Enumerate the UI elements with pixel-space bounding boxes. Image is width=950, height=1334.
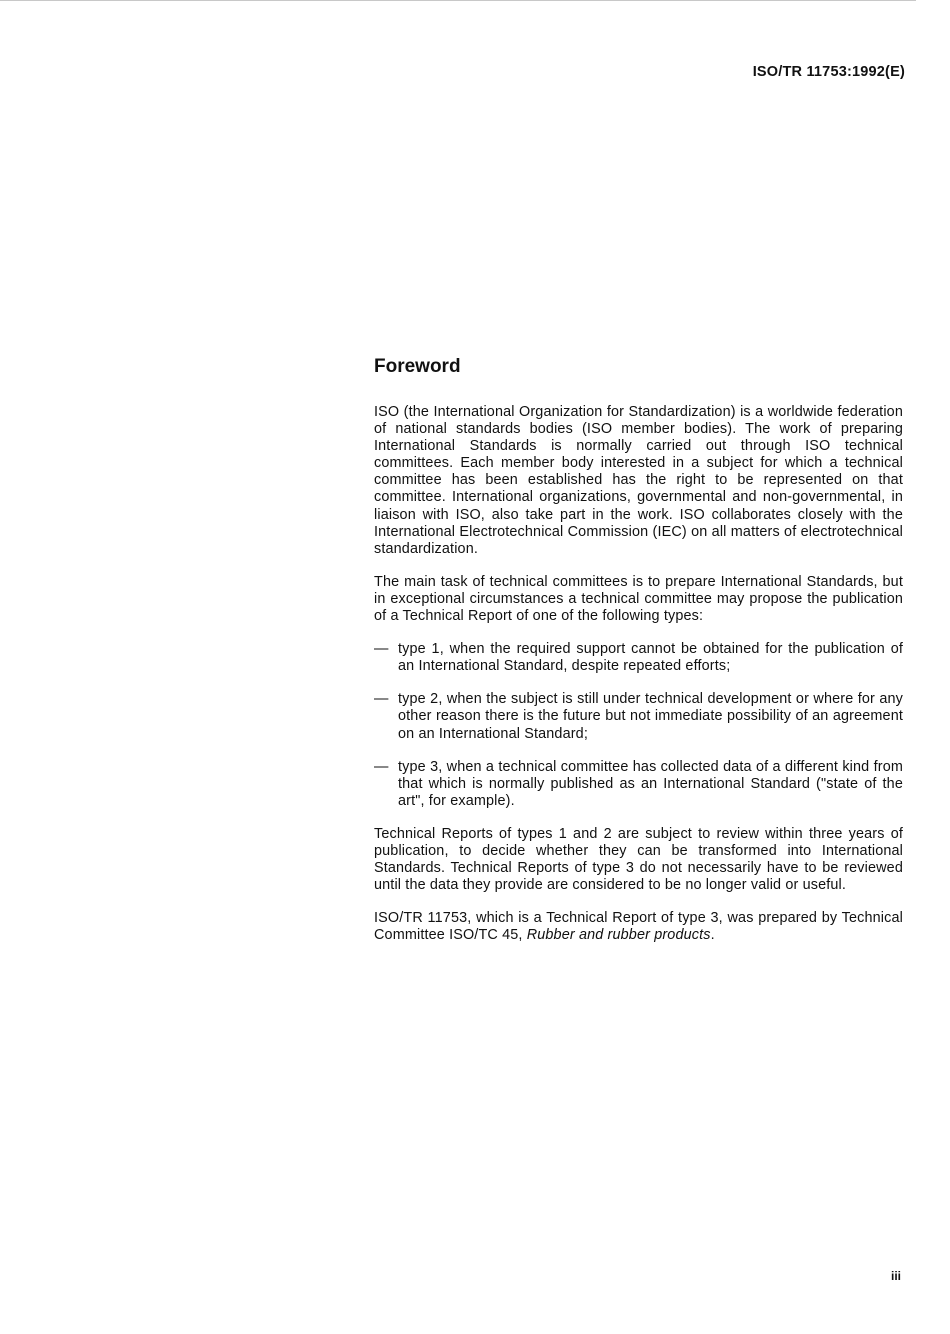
paragraph-review: Technical Reports of types 1 and 2 are subject to review within three years of publication, to decide whether they can be transformed into International Standards. Technical Reports of type 3 do not necessarily have to be reviewed until the data they provide are considered to be no longer valid or useful.: [374, 825, 903, 894]
list-item: [374, 759, 903, 810]
preparation-text: ISO/TR 11753, which is a Technical Report of type 3, was prepared by Technical Committee ISO/TC 45,: [374, 910, 903, 944]
dash-bullet: —: [374, 641, 389, 658]
paragraph-main-task: The main task of technical committees is to prepare International Standards, but in exceptional circumstances a technical committee may propose the publication of a Technical Report of one of the following types:: [374, 573, 903, 625]
list-item: [374, 641, 903, 675]
page-number: iii: [890, 1269, 901, 1283]
preparation-end: .: [710, 927, 715, 944]
foreword-heading: Foreword: [374, 356, 461, 377]
dash-bullet: —: [374, 691, 389, 708]
dash-bullet: —: [374, 758, 389, 775]
foreword-body: [374, 404, 903, 960]
list-item: [374, 691, 903, 742]
committee-title: Rubber and rubber products: [526, 927, 711, 944]
report-types-list: [374, 641, 903, 810]
list-item-text: type 2, when the subject is still under technical development or where for any other reason there is the future but not immediate possibility of an agreement on an International Standard;: [398, 691, 903, 742]
page-top-rule: [0, 0, 916, 1]
document-identifier: ISO/TR 11753:1992(E): [752, 64, 905, 80]
list-item-text: type 3, when a technical committee has collected data of a different kind from that which is normally published as an International Standard ("state of the art", for example).: [398, 758, 903, 809]
paragraph-preparation: [374, 910, 903, 944]
list-item-text: type 1, when the required support cannot be obtained for the publication of an International Standard, despite repeated efforts;: [398, 641, 903, 675]
paragraph-iso-intro: ISO (the International Organization for Standardization) is a worldwide federation of national standards bodies (ISO member bodies). The work of preparing International Standards is normally carried out through ISO technical committees. Each member body interested in a subject for which a technical committee has been established has the right to be represented on that committee. International organizations, governmental and non-governmental, in liaison with ISO, also take part in the work. ISO collaborates closely with the International Electrotechnical Commission (IEC) on all matters of electrotechnical standardization.: [374, 404, 903, 557]
